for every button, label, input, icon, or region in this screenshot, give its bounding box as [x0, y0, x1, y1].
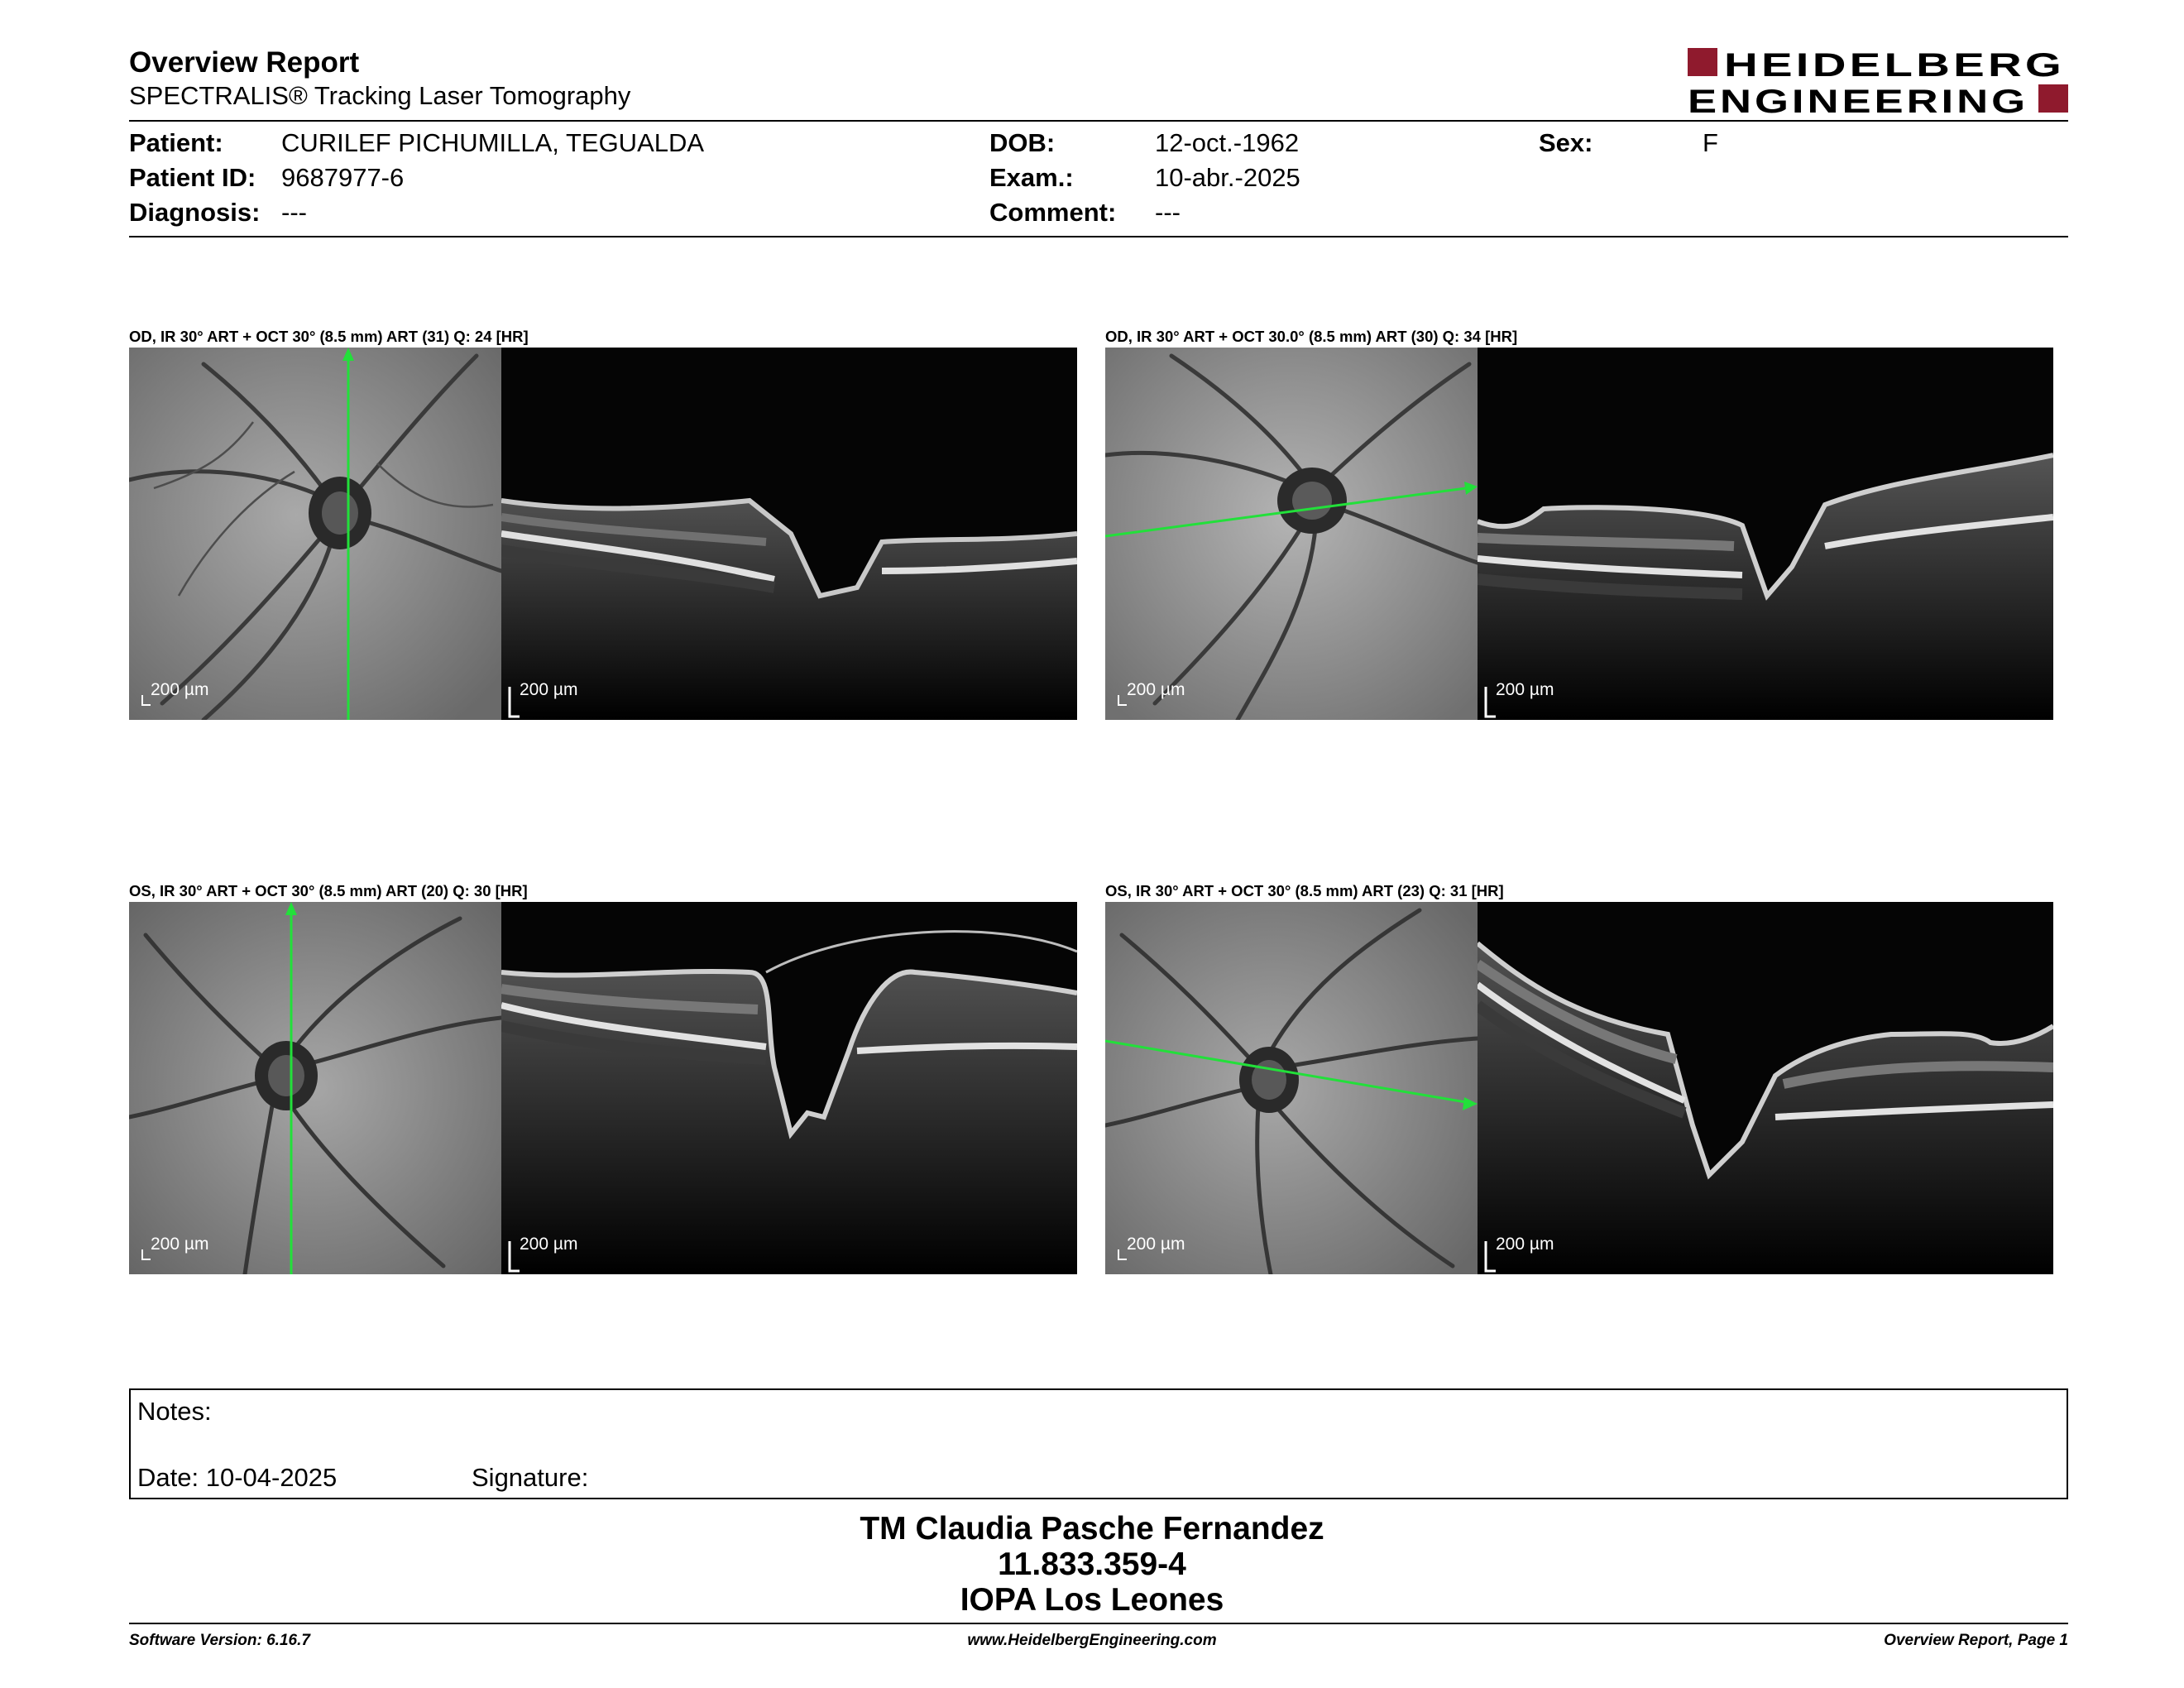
fundus-scale-label: 200 µm	[151, 1235, 209, 1254]
oct-bscan-image	[1478, 902, 2053, 1274]
scan-panel-od-1[interactable]	[129, 348, 1077, 720]
exam-label: Exam.:	[989, 163, 1074, 192]
signer-name: TM Claudia Pasche Fernandez	[860, 1511, 1324, 1547]
scan-title: OD, IR 30° ART + OCT 30° (8.5 mm) ART (31) Q: 24 [HR]	[129, 328, 529, 345]
heidelberg-logo	[1688, 46, 2068, 116]
oct-bscan-image	[501, 348, 1077, 720]
exam-value: 10-abr.-2025	[1155, 163, 1300, 192]
fundus-image	[1105, 348, 1478, 720]
software-version: Software Version: 6.16.7	[129, 1632, 310, 1649]
page-label: Overview Report, Page 1	[1884, 1632, 2068, 1649]
notes-box[interactable]	[129, 1388, 2068, 1499]
signer-institution: IOPA Los Leones	[960, 1582, 1224, 1618]
bscan-scale-label: 200 µm	[1496, 680, 1554, 699]
website-link[interactable]: www.HeidelbergEngineering.com	[967, 1632, 1217, 1649]
report-subtitle: SPECTRALIS® Tracking Laser Tomography	[129, 81, 631, 110]
scan-panel-os-2[interactable]	[1105, 902, 2053, 1274]
report-title: Overview Report	[129, 46, 360, 79]
patient-rule	[129, 236, 2068, 237]
date-label: Date: 10-04-2025	[137, 1463, 338, 1492]
fundus-image	[129, 348, 501, 720]
sex-value: F	[1703, 128, 1718, 157]
bscan-scale-label: 200 µm	[520, 680, 578, 699]
footer-rule	[129, 1623, 2068, 1624]
sex-label: Sex:	[1539, 128, 1593, 157]
oct-bscan-image	[501, 902, 1077, 1274]
dob-label: DOB:	[989, 128, 1056, 157]
diagnosis-value: ---	[281, 198, 307, 227]
patient-id-label: Patient ID:	[129, 163, 256, 192]
notes-label: Notes:	[137, 1397, 212, 1426]
fundus-scale-label: 200 µm	[1127, 1235, 1185, 1254]
scan-title: OD, IR 30° ART + OCT 30.0° (8.5 mm) ART (30) Q: 34 [HR]	[1105, 328, 1518, 345]
bscan-scale-label: 200 µm	[520, 1235, 578, 1254]
logo-word-1: HEIDELBERG	[1724, 47, 2065, 84]
patient-id: 9687977-6	[281, 163, 405, 192]
scan-panel-od-2[interactable]	[1105, 348, 2053, 720]
fundus-image	[1105, 902, 1478, 1274]
bscan-scale-label: 200 µm	[1496, 1235, 1554, 1254]
fundus-scale-label: 200 µm	[151, 680, 209, 699]
comment-label: Comment:	[989, 198, 1117, 227]
patient-name: CURILEF PICHUMILLA, TEGUALDA	[281, 128, 705, 157]
fundus-image	[129, 902, 501, 1274]
oct-bscan-image	[1478, 348, 2053, 720]
comment-value: ---	[1155, 198, 1181, 227]
header-rule	[129, 120, 2068, 122]
dob-value: 12-oct.-1962	[1155, 128, 1300, 157]
scan-panel-os-1[interactable]	[129, 902, 1077, 1274]
fundus-scale-label: 200 µm	[1127, 680, 1185, 699]
scan-title: OS, IR 30° ART + OCT 30° (8.5 mm) ART (23) Q: 31 [HR]	[1105, 882, 1504, 899]
patient-label: Patient:	[129, 128, 223, 157]
signer-id: 11.833.359-4	[998, 1547, 1186, 1582]
scan-title: OS, IR 30° ART + OCT 30° (8.5 mm) ART (20) Q: 30 [HR]	[129, 882, 528, 899]
signature-label: Signature:	[472, 1463, 589, 1492]
diagnosis-label: Diagnosis:	[129, 198, 261, 227]
logo-word-2: ENGINEERING	[1688, 84, 2028, 116]
